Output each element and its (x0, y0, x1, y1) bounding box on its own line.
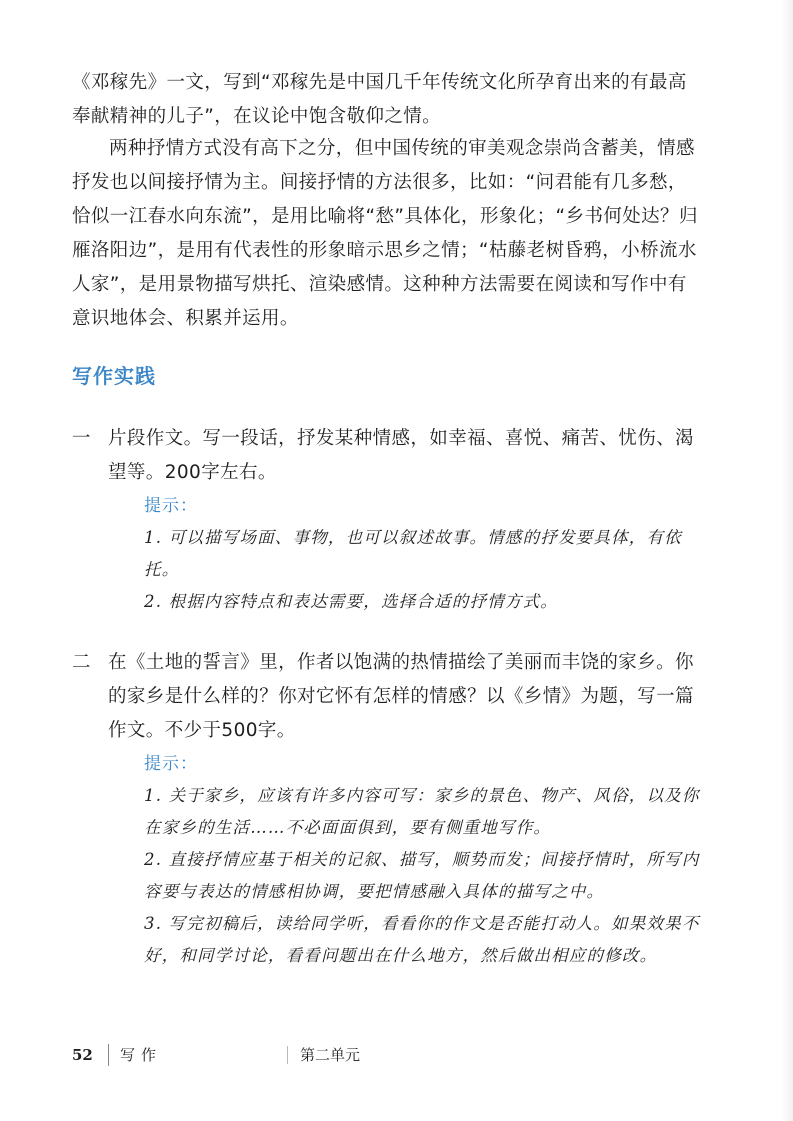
section-title: 写作实践 (72, 364, 156, 388)
hint-text: 1. 关于家乡，应该有许多内容可写：家乡的景色、物产、风俗，以及你在家乡的生活……不必面面俱到，要有侧重地写作。 (144, 786, 700, 837)
footer-section: 写作 (120, 1046, 163, 1064)
footer-unit: 第二单元 (300, 1046, 361, 1064)
body-paragraph-1: 《邓稼先》一文，写到“邓稼先是中国几千年传统文化所孕育出来的有最高奉献精神的儿子”，在议论中饱含敬仰之情。 (72, 72, 687, 127)
page-number: 52 (72, 1046, 93, 1064)
page-edge-shadow (781, 0, 793, 1121)
exercise-prompt: 在《土地的誓言》里，作者以饱满的热情描绘了美丽而丰饶的家乡。你的家乡是什么样的？你对它怀有怎样的情感？以《乡情》为题，写一篇作文。不少于500字。 (108, 652, 694, 741)
exercise-prompt: 片段作文。写一段话，抒发某种情感，如幸福、喜悦、痛苦、忧伤、渴望等。200字左右。 (108, 428, 694, 483)
footer-divider (108, 1044, 109, 1066)
hint-text: 2. 直接抒情应基于相关的记叙、描写，顺势而发；间接抒情时，所写内容要与表达的情感相协调，要把情感融入具体的描写之中。 (144, 850, 700, 901)
exercise-number: 二 (72, 652, 91, 673)
exercise-item-1 (72, 422, 702, 618)
footer-divider (287, 1046, 288, 1064)
exercise-number: 一 (72, 428, 91, 449)
hint-text: 3. 写完初稿后，读给同学听，看看你的作文是否能打动人。如果效果不好，和同学讨论，看看问题出在什么地方，然后做出相应的修改。 (144, 914, 700, 965)
page-footer (72, 1040, 472, 1070)
hint-label: 提示： (144, 754, 198, 774)
hint-label: 提示： (144, 496, 198, 516)
body-paragraph-2: 两种抒情方式没有高下之分，但中国传统的审美观念崇尚含蓄美，情感抒发也以间接抒情为主。间接抒情的方法很多，比如：“问君能有几多愁，恰似一江春水向东流”，是用比喻将“愁”具体化，形象化；“乡书何处达？归雁洛阳边”，是用有代表性的形象暗示思乡之情；“枯藤老树昏鸦，小桥流水人家”，是用景物描写烘托、渲染感情。这种种方法需要在阅读和写作中有意识地体会、积累并运用。 (72, 138, 698, 329)
exercise-item-2 (72, 646, 702, 972)
hint-text: 1. 可以描写场面、事物，也可以叙述故事。情感的抒发要具体，有依托。 (144, 528, 682, 579)
hint-text: 2. 根据内容特点和表达需要，选择合适的抒情方式。 (144, 592, 558, 611)
